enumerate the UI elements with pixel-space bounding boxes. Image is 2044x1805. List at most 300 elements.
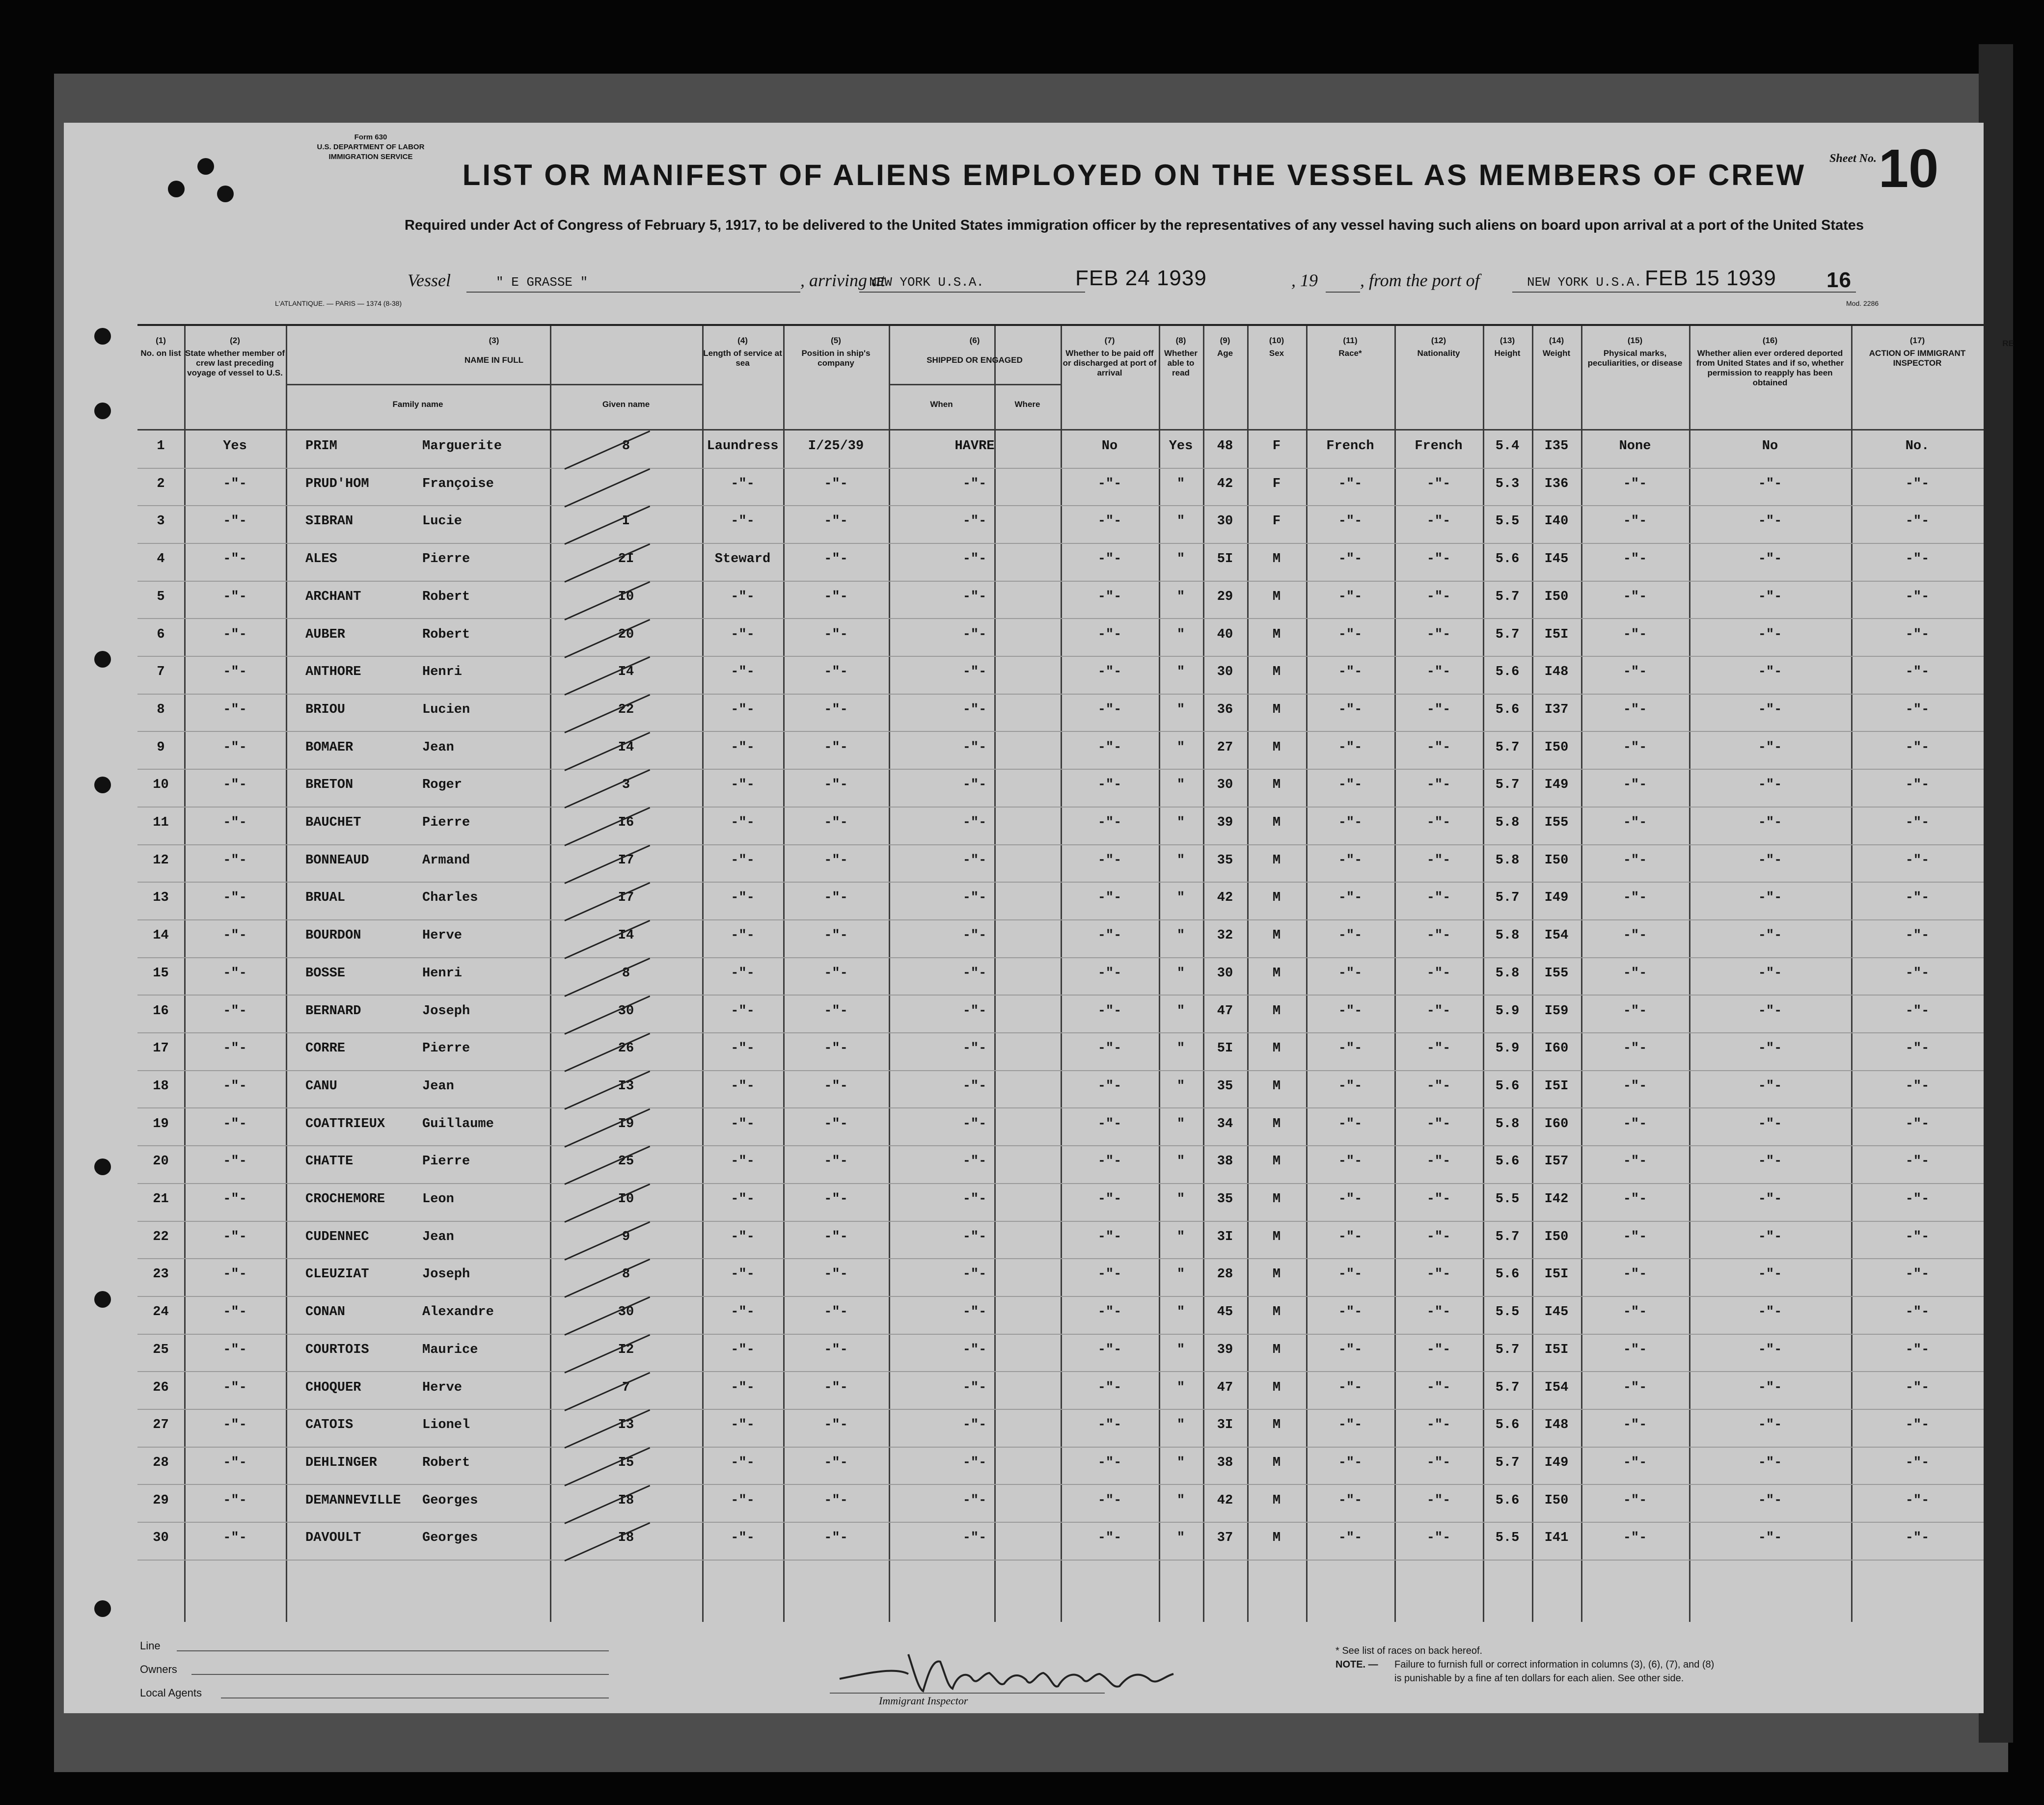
owners-label: Owners: [140, 1663, 177, 1675]
table-row: [137, 627, 1984, 665]
cell-given: Françoise: [422, 477, 494, 491]
column-label: Height: [1494, 349, 1521, 358]
column-number: (13): [1499, 336, 1515, 345]
cell-age: 30: [1217, 514, 1233, 529]
cell-race: -"-: [1338, 1418, 1363, 1432]
cell-deported: -"-: [1758, 1267, 1782, 1282]
cell-read: ": [1176, 740, 1185, 755]
cell-paid: -"-: [1097, 702, 1122, 717]
cell-paid: -"-: [1097, 966, 1122, 981]
cell-nationality: French: [1415, 439, 1463, 454]
cell-height: 5.6: [1495, 1418, 1520, 1432]
cell-nationality: -"-: [1426, 778, 1451, 792]
column-label: Position in ship's company: [801, 349, 871, 368]
cell-height: 5.9: [1495, 1004, 1520, 1019]
cell-family: AUBER: [305, 627, 346, 642]
cell-weight: I55: [1544, 966, 1569, 981]
column-number: (14): [1549, 336, 1564, 345]
cell-deported: -"-: [1758, 627, 1782, 642]
cell-no: 17: [153, 1041, 169, 1056]
cell-race: -"-: [1338, 702, 1363, 717]
cell-position: Laundress: [707, 439, 779, 454]
race-note: * See list of races on back hereof.: [1335, 1645, 1483, 1656]
cell-sex: M: [1272, 1154, 1281, 1169]
cell-re: -"-: [1905, 477, 1930, 491]
cell-no: 26: [153, 1380, 169, 1395]
cell-read: ": [1176, 1343, 1185, 1357]
cell-paid: -"-: [1097, 853, 1122, 868]
cell-age: 35: [1217, 1079, 1233, 1094]
cell-deported: -"-: [1758, 1380, 1782, 1395]
cell-race: -"-: [1338, 1343, 1363, 1357]
inspector-underline: [830, 1693, 1105, 1694]
cell-service: I4: [618, 665, 634, 679]
cell-age: 40: [1217, 627, 1233, 642]
cell-family: CLEUZIAT: [305, 1267, 369, 1282]
cell-where: -"-: [962, 928, 987, 943]
cell-re: -"-: [1905, 1154, 1930, 1169]
cell-marks: -"-: [1623, 778, 1647, 792]
cell-weight: I60: [1544, 1041, 1569, 1056]
cell-where: -"-: [962, 514, 987, 529]
mod-note: Mod. 2286: [1846, 299, 1879, 307]
cell-read: ": [1176, 1418, 1185, 1432]
cell-where: -"-: [962, 890, 987, 905]
column-label: State whether member of crew last preceding voyage of vessel to U.S.: [185, 349, 285, 377]
cell-height: 5.5: [1495, 1192, 1520, 1207]
cell-where: -"-: [962, 1455, 987, 1470]
cell-family: BOSSE: [305, 966, 346, 981]
cell-height: 5.7: [1495, 627, 1520, 642]
cell-height: 5.6: [1495, 1079, 1520, 1094]
cell-sex: M: [1272, 1041, 1281, 1056]
cell-weight: I54: [1544, 928, 1569, 943]
cell-given: Robert: [422, 590, 470, 604]
line-label: Line: [140, 1640, 161, 1652]
cell-paid: -"-: [1097, 740, 1122, 755]
cell-deported: -"-: [1758, 1004, 1782, 1019]
table-row: [137, 1343, 1984, 1380]
cell-read: ": [1176, 1117, 1185, 1131]
table-row: [137, 1004, 1984, 1042]
cell-prev: -"-: [223, 890, 247, 905]
cell-marks: -"-: [1623, 815, 1647, 830]
cell-paid: -"-: [1097, 1455, 1122, 1470]
form-number: Form 630: [354, 133, 387, 141]
cell-sex: M: [1272, 1418, 1281, 1432]
cell-when: -"-: [824, 890, 848, 905]
cell-re: -"-: [1905, 1041, 1930, 1056]
cell-no: 28: [153, 1455, 169, 1470]
cell-marks: None: [1619, 439, 1651, 454]
cell-when: -"-: [824, 1004, 848, 1019]
cell-paid: -"-: [1097, 1154, 1122, 1169]
title-block: [64, 123, 1984, 319]
cell-no: 27: [153, 1418, 169, 1432]
arriving-port: NEW YORK U.S.A.: [869, 275, 984, 290]
cell-no: 30: [153, 1531, 169, 1545]
cell-prev: -"-: [223, 1154, 247, 1169]
column-label: Nationality: [1417, 349, 1460, 358]
cell-height: 5.6: [1495, 1493, 1520, 1508]
manifest-footer: [64, 1625, 1984, 1713]
year-label: , 19: [1291, 270, 1318, 290]
cell-given: Herve: [422, 928, 463, 943]
cell-re: -"-: [1905, 1230, 1930, 1244]
cell-paid: -"-: [1097, 590, 1122, 604]
column-subheader: When: [930, 400, 953, 409]
cell-sex: M: [1272, 815, 1281, 830]
table-row: [137, 778, 1984, 815]
cell-when: -"-: [824, 1455, 848, 1470]
cell-given: Charles: [422, 890, 478, 905]
cell-race: -"-: [1338, 627, 1363, 642]
column-header: [184, 336, 286, 378]
cell-re: -"-: [1905, 853, 1930, 868]
cell-given: Pierre: [422, 1041, 470, 1056]
cell-marks: -"-: [1623, 552, 1647, 566]
cell-service: I0: [618, 590, 634, 604]
cell-re: -"-: [1905, 702, 1930, 717]
cell-paid: -"-: [1097, 665, 1122, 679]
cell-marks: -"-: [1623, 1117, 1647, 1131]
cell-deported: -"-: [1758, 740, 1782, 755]
column-number: (3): [489, 336, 499, 345]
cell-age: 34: [1217, 1117, 1233, 1131]
cell-race: -"-: [1338, 1230, 1363, 1244]
column-subheader: Family name: [392, 400, 443, 409]
cell-age: 47: [1217, 1004, 1233, 1019]
cell-weight: I37: [1544, 702, 1569, 717]
cell-deported: -"-: [1758, 1418, 1782, 1432]
cell-sex: M: [1272, 778, 1281, 792]
form-number-block: [292, 133, 449, 162]
cell-deported: -"-: [1758, 1531, 1782, 1545]
cell-weight: I45: [1544, 552, 1569, 566]
cell-marks: -"-: [1623, 928, 1647, 943]
cell-paid: -"-: [1097, 815, 1122, 830]
cell-nationality: -"-: [1426, 815, 1451, 830]
cell-paid: -"-: [1097, 1305, 1122, 1320]
cell-no: 29: [153, 1493, 169, 1508]
cell-position: -"-: [731, 1154, 755, 1169]
cell-deported: -"-: [1758, 1154, 1782, 1169]
cell-given: Pierre: [422, 1154, 470, 1169]
cell-deported: -"-: [1758, 890, 1782, 905]
column-header: [1689, 336, 1851, 388]
cell-paid: -"-: [1097, 1267, 1122, 1282]
cell-height: 5.6: [1495, 1154, 1520, 1169]
cell-given: Herve: [422, 1380, 463, 1395]
cell-service: 7: [622, 1380, 630, 1395]
column-number: (2): [230, 336, 240, 345]
cell-re: -"-: [1905, 552, 1930, 566]
cell-age: 47: [1217, 1380, 1233, 1395]
cell-height: 5.6: [1495, 552, 1520, 566]
cell-marks: -"-: [1623, 1343, 1647, 1357]
cell-prev: -"-: [223, 740, 247, 755]
cell-service: 8: [622, 1267, 630, 1282]
cell-weight: I41: [1544, 1531, 1569, 1545]
cell-given: Robert: [422, 1455, 470, 1470]
cell-marks: -"-: [1623, 477, 1647, 491]
cell-where: -"-: [962, 740, 987, 755]
cell-height: 5.3: [1495, 477, 1520, 491]
cell-where: -"-: [962, 1267, 987, 1282]
cell-re: -"-: [1905, 514, 1930, 529]
cell-nationality: -"-: [1426, 1117, 1451, 1131]
header-rule: [137, 429, 1984, 431]
cell-position: -"-: [731, 665, 755, 679]
cell-marks: -"-: [1623, 702, 1647, 717]
cell-position: -"-: [731, 627, 755, 642]
punch-hole-icon: [217, 186, 234, 202]
cell-age: 3I: [1217, 1230, 1233, 1244]
cell-when: -"-: [824, 665, 848, 679]
cell-paid: -"-: [1097, 514, 1122, 529]
cell-weight: I50: [1544, 853, 1569, 868]
cell-race: -"-: [1338, 1380, 1363, 1395]
cell-family: BERNARD: [305, 1004, 361, 1019]
cell-nationality: -"-: [1426, 1154, 1451, 1169]
cell-age: 39: [1217, 1343, 1233, 1357]
cell-where: -"-: [962, 552, 987, 566]
inspector-label: Immigrant Inspector: [879, 1695, 968, 1707]
cell-where: -"-: [962, 1305, 987, 1320]
column-label: RE: [2002, 339, 2014, 348]
cell-nationality: -"-: [1426, 627, 1451, 642]
column-number: (16): [1762, 336, 1778, 345]
column-label: Whether to be paid off or discharged at port of arrival: [1063, 349, 1157, 377]
cell-re: -"-: [1905, 1418, 1930, 1432]
line-underline: [177, 1650, 609, 1651]
cell-where: -"-: [962, 778, 987, 792]
cell-where: -"-: [962, 1004, 987, 1019]
cell-paid: -"-: [1097, 552, 1122, 566]
cell-prev: -"-: [223, 1267, 247, 1282]
cell-age: 38: [1217, 1154, 1233, 1169]
cell-re: -"-: [1905, 1305, 1930, 1320]
cell-read: ": [1176, 928, 1185, 943]
cell-service: 8: [622, 439, 630, 454]
cell-when: -"-: [824, 552, 848, 566]
cell-marks: -"-: [1623, 1305, 1647, 1320]
cell-race: -"-: [1338, 1305, 1363, 1320]
cell-sex: M: [1272, 590, 1281, 604]
column-header: [702, 336, 783, 368]
cell-marks: -"-: [1623, 1531, 1647, 1545]
cell-re: -"-: [1905, 665, 1930, 679]
cell-read: ": [1176, 552, 1185, 566]
cell-height: 5.8: [1495, 1117, 1520, 1131]
cell-prev: -"-: [223, 1230, 247, 1244]
cell-deported: -"-: [1758, 590, 1782, 604]
cell-no: 13: [153, 890, 169, 905]
cell-marks: -"-: [1623, 1230, 1647, 1244]
table-row: [137, 853, 1984, 891]
cell-weight: I57: [1544, 1154, 1569, 1169]
cell-position: -"-: [731, 1079, 755, 1094]
cell-position: -"-: [731, 928, 755, 943]
day-written: 16: [1826, 268, 1852, 292]
cell-where: -"-: [962, 477, 987, 491]
cell-sex: M: [1272, 1230, 1281, 1244]
cell-nationality: -"-: [1426, 1192, 1451, 1207]
cell-no: 2: [157, 477, 165, 491]
cell-service: I5: [618, 1455, 634, 1470]
cell-family: ANTHORE: [305, 665, 361, 679]
cell-height: 5.7: [1495, 740, 1520, 755]
cell-where: -"-: [962, 1380, 987, 1395]
cell-no: 11: [153, 815, 169, 830]
cell-given: Georges: [422, 1493, 478, 1508]
cell-height: 5.7: [1495, 890, 1520, 905]
cell-age: 30: [1217, 665, 1233, 679]
manifest-title: LIST OR MANIFEST OF ALIENS EMPLOYED ON THE VESSEL AS MEMBERS OF CREW: [462, 159, 1806, 191]
group-header-rule: [286, 384, 702, 385]
binder-hole-icon: [94, 1291, 111, 1308]
table-row: [137, 1455, 1984, 1493]
column-header: [286, 336, 702, 365]
cell-re: -"-: [1905, 1079, 1930, 1094]
cell-read: ": [1176, 1004, 1185, 1019]
cell-height: 5.4: [1495, 439, 1520, 454]
cell-weight: I5I: [1544, 627, 1569, 642]
cell-marks: -"-: [1623, 1455, 1647, 1470]
cell-prev: -"-: [223, 514, 247, 529]
table-row: [137, 1493, 1984, 1531]
cell-weight: I35: [1544, 439, 1569, 454]
cell-position: -"-: [731, 1004, 755, 1019]
cell-prev: -"-: [223, 702, 247, 717]
table-row: [137, 1305, 1984, 1343]
cell-read: ": [1176, 1531, 1185, 1545]
column-label: SHIPPED OR ENGAGED: [927, 355, 1023, 365]
cell-given: Georges: [422, 1531, 478, 1545]
cell-given: Pierre: [422, 552, 470, 566]
service-name: IMMIGRATION SERVICE: [328, 153, 413, 161]
cell-prev: -"-: [223, 815, 247, 830]
cell-height: 5.8: [1495, 928, 1520, 943]
column-number: (5): [831, 336, 841, 345]
cell-prev: Yes: [223, 439, 247, 454]
cell-marks: -"-: [1623, 1154, 1647, 1169]
cell-nationality: -"-: [1426, 1380, 1451, 1395]
cell-when: -"-: [824, 1380, 848, 1395]
cell-service: I4: [618, 928, 634, 943]
cell-sex: M: [1272, 1192, 1281, 1207]
cell-family: BRETON: [305, 778, 354, 792]
cell-weight: I49: [1544, 778, 1569, 792]
cell-re: -"-: [1905, 815, 1930, 830]
cell-deported: -"-: [1758, 665, 1782, 679]
cell-position: -"-: [731, 1267, 755, 1282]
cell-age: 27: [1217, 740, 1233, 755]
cell-service: 25: [618, 1154, 634, 1169]
cell-when: -"-: [824, 1192, 848, 1207]
cell-height: 5.5: [1495, 1305, 1520, 1320]
cell-height: 5.7: [1495, 1380, 1520, 1395]
column-number: (9): [1220, 336, 1230, 345]
cell-no: 19: [153, 1117, 169, 1131]
cell-age: 5I: [1217, 1041, 1233, 1056]
cell-sex: M: [1272, 740, 1281, 755]
cell-family: CONAN: [305, 1305, 346, 1320]
cell-no: 18: [153, 1079, 169, 1094]
cell-prev: -"-: [223, 966, 247, 981]
cell-nationality: -"-: [1426, 1267, 1451, 1282]
cell-family: SIBRAN: [305, 514, 354, 529]
cell-where: -"-: [962, 1343, 987, 1357]
cell-when: -"-: [824, 1041, 848, 1056]
cell-nationality: -"-: [1426, 552, 1451, 566]
cell-nationality: -"-: [1426, 1493, 1451, 1508]
cell-paid: -"-: [1097, 1531, 1122, 1545]
cell-when: I/25/39: [808, 439, 864, 454]
cell-deported: -"-: [1758, 1455, 1782, 1470]
cell-read: ": [1176, 853, 1185, 868]
crew-table: [137, 324, 2014, 1620]
cell-family: PRIM: [305, 439, 337, 454]
sheet-number: 10: [1879, 138, 1939, 199]
cell-race: -"-: [1338, 1455, 1363, 1470]
column-label: Whether able to read: [1164, 349, 1198, 377]
cell-height: 5.6: [1495, 702, 1520, 717]
cell-prev: -"-: [223, 928, 247, 943]
cell-read: ": [1176, 966, 1185, 981]
column-number: (10): [1269, 336, 1284, 345]
cell-when: -"-: [824, 1079, 848, 1094]
column-header: [783, 336, 889, 368]
cell-marks: -"-: [1623, 627, 1647, 642]
cell-paid: -"-: [1097, 1117, 1122, 1131]
inspector-signature: [835, 1644, 1208, 1698]
cell-prev: -"-: [223, 627, 247, 642]
cell-service: I4: [618, 740, 634, 755]
cell-prev: -"-: [223, 1305, 247, 1320]
cell-family: DAVOULT: [305, 1531, 361, 1545]
note-text-line-2: is punishable by a fine af ten dollars for each alien. See other side.: [1394, 1673, 1684, 1684]
cell-weight: I48: [1544, 665, 1569, 679]
cell-nationality: -"-: [1426, 1079, 1451, 1094]
cell-read: ": [1176, 627, 1185, 642]
vessel-name: " E GRASSE ": [496, 275, 588, 290]
cell-age: 30: [1217, 778, 1233, 792]
cell-nationality: -"-: [1426, 665, 1451, 679]
cell-re: -"-: [1905, 590, 1930, 604]
cell-service: 9: [622, 1230, 630, 1244]
cell-given: Alexandre: [422, 1305, 494, 1320]
cell-sex: M: [1272, 853, 1281, 868]
cell-re: -"-: [1905, 740, 1930, 755]
cell-family: DEMANNEVILLE: [305, 1493, 401, 1508]
cell-prev: -"-: [223, 477, 247, 491]
cell-where: -"-: [962, 702, 987, 717]
cell-when: -"-: [824, 590, 848, 604]
cell-weight: I49: [1544, 1455, 1569, 1470]
printer-note: L'ATLANTIQUE. — PARIS — 1374 (8-38): [275, 299, 402, 307]
cell-where: -"-: [962, 1493, 987, 1508]
cell-given: Lionel: [422, 1418, 470, 1432]
cell-paid: -"-: [1097, 1493, 1122, 1508]
table-row: [137, 1267, 1984, 1305]
cell-sex: M: [1272, 928, 1281, 943]
cell-service: 30: [618, 1004, 634, 1019]
cell-family: DEHLINGER: [305, 1455, 377, 1470]
cell-sex: M: [1272, 1493, 1281, 1508]
binder-hole-icon: [94, 1158, 111, 1175]
table-row: [137, 665, 1984, 702]
